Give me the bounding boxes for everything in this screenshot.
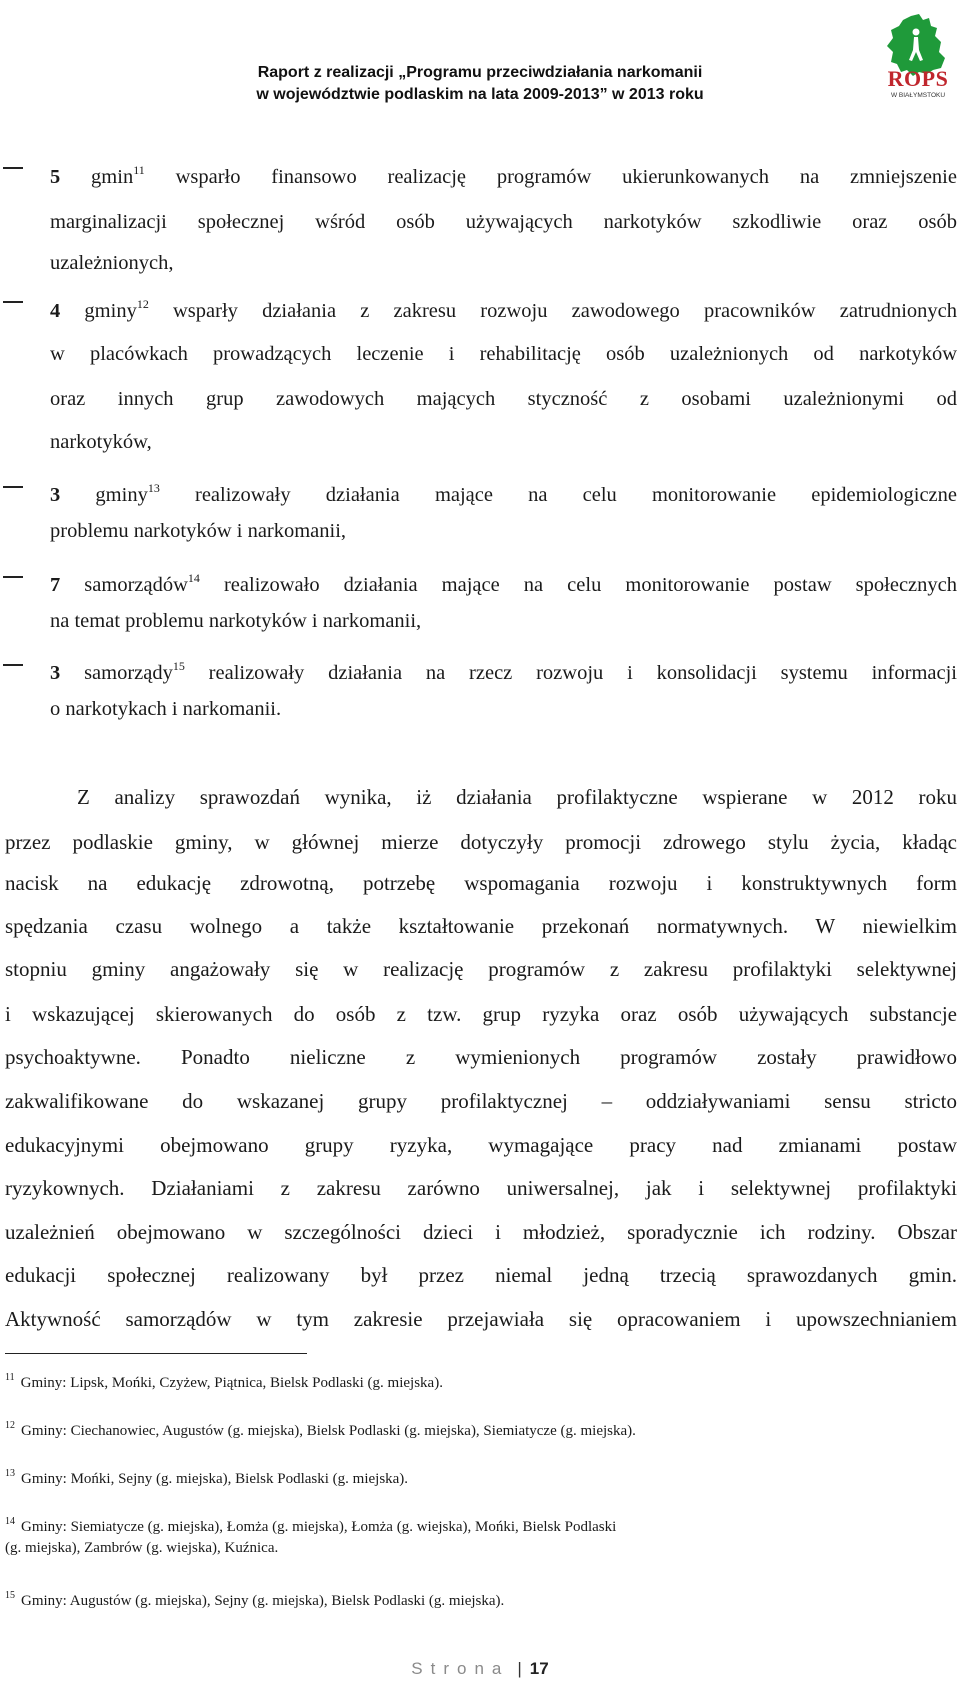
list-item-line: uzależnionych, [50,252,174,274]
paragraph-line: uzależnień obejmowano w szczególności dzieci i młodzież, sporadycznie ich rodziny. Obszar [5,1220,957,1244]
bullet-text: wsparło finansowo realizację programów ukierunkowanych na zmniejszenie [144,166,957,188]
list-item-line: oraz innych grup zawodowych mających styczność z osobami uzależnionymi od [50,388,957,410]
dash-bullet [3,486,23,488]
bullet-text: realizowały działania mające na celu monitorowanie epidemiologiczne [159,484,957,506]
footnote-ref: 12 [136,297,149,311]
footnote-separator [5,1353,307,1354]
footnote-number: 12 [5,1420,15,1431]
paragraph-line: przez podlaskie gminy, w głównej mierze dotyczyły promocji zdrowego stylu życia, kładąc [5,830,957,854]
paragraph-line: psychoaktywne. Ponadto nieliczne z wymienionych programów zostały prawidłowo [5,1045,957,1069]
page-footer [0,1659,960,1679]
footnote [5,1464,408,1489]
footnote-ref: 15 [172,659,185,673]
footnote-number: 14 [5,1516,15,1527]
bullet-subject: gminy [60,300,137,322]
bullet-subject: gmin [60,166,134,188]
list-item-line: problemu narkotyków i narkomanii, [50,520,347,542]
bullet-count: 5 [50,166,61,188]
list-item-line [50,476,957,507]
bullet-text: realizowały działania na rzecz rozwoju i konsolidacji systemu informacji [184,662,957,684]
footnote-ref: 14 [187,571,200,585]
logo-text: ROPS [887,66,949,91]
footnote-ref: 13 [147,481,160,495]
header-title-line-2: w województwie podlaskim na lata 2009-2013” w 2013 roku [256,86,704,103]
footnote-ref: 11 [133,163,145,177]
page-header [0,0,960,120]
paragraph-line: ryzykownych. Działaniami z zakresu zarówno uniwersalnej, jak i selektywnej profilaktyki [5,1176,957,1200]
paragraph-line: i wskazującej skierowanych do osób z tzw. grup ryzyka oraz osób używających substancje [5,1002,957,1026]
footnote [5,1416,636,1441]
bullet-count: 4 [50,300,61,322]
footnote [5,1586,504,1611]
footnote [5,1368,443,1393]
dash-bullet [3,167,23,169]
bullet-text: realizowało działania mające na celu monitorowanie postaw społecznych [199,574,957,596]
list-item-line: w placówkach prowadzących leczenie i rehabilitację osób uzależnionych od narkotyków [50,343,957,365]
bullet-subject: samorządy [60,662,173,684]
footnote-text: Gminy: Lipsk, Mońki, Czyżew, Piątnica, Bielsk Podlaski (g. miejska). [20,1375,443,1391]
paragraph-line: Aktywność samorządów w tym zakresie przejawiała się opracowaniem i upowszechnianiem [5,1307,957,1331]
bullet-count: 7 [50,574,61,596]
footnote-text: Gminy: Ciechanowiec, Augustów (g. miejska), Bielsk Podlaski (g. miejska), Siemiatycze (g. miejska). [21,1423,636,1439]
list-item-line: na temat problemu narkotyków i narkomanii, [50,610,422,632]
footnote-number: 11 [5,1372,15,1383]
bullet-subject: samorządów [60,574,188,596]
page-separator: | [517,1659,522,1678]
paragraph-line: spędzania czasu wolnego a także kształtowanie przekonań normatywnych. W niewielkim [5,914,957,938]
paragraph-line: stopniu gminy angażowały się w realizację programów z zakresu profilaktyki selektywnej [5,957,957,981]
bullet-count: 3 [50,662,61,684]
list-item-line [50,654,957,685]
dash-bullet [3,576,23,578]
list-item-line [50,158,957,189]
logo-subtext: W BIAŁYMSTOKU [890,92,946,99]
footnote [5,1512,616,1537]
paragraph-line: edukacyjnymi obejmowano grupy ryzyka, wymagające pracy nad zmianami postaw [5,1133,957,1157]
paragraph-line: zakwalifikowane do wskazanej grupy profilaktycznej – oddziaływaniami sensu stricto [5,1089,957,1113]
paragraph-line: nacisk na edukację zdrowotną, potrzebę wspomagania rozwoju i konstruktywnych form [5,871,957,895]
dash-bullet [3,664,23,666]
bullet-subject: gminy [60,484,148,506]
header-title-line-1: Raport z realizacji „Programu przeciwdziałania narkomanii [257,64,703,81]
bullet-text: wsparły działania z zakresu rozwoju zawodowego pracowników zatrudnionych [148,300,957,322]
footnote-text: Gminy: Augustów (g. miejska), Sejny (g. miejska), Bielsk Podlaski (g. miejska). [21,1593,505,1609]
page-label: Strona [411,1659,510,1678]
page-number: 17 [529,1659,549,1678]
footnote-number: 13 [5,1468,15,1479]
paragraph-line: Z analizy sprawozdań wynika, iż działania profilaktyczne wspierane w 2012 roku [77,785,957,809]
footnote-text: Gminy: Siemiatycze (g. miejska), Łomża (g. miejska), Łomża (g. wiejska), Mońki, Bielsk Podlaski [21,1519,617,1535]
dash-bullet [3,301,23,303]
bullet-count: 3 [50,484,61,506]
footnote-text: Gminy: Mońki, Sejny (g. miejska), Bielsk Podlaski (g. miejska). [21,1471,409,1487]
list-item-line: marginalizacji społecznej wśród osób używających narkotyków szkodliwie oraz osób [50,211,957,233]
footnote-continuation: (g. miejska), Zambrów (g. wiejska), Kuźnica. [5,1540,279,1556]
list-item-line: o narkotykach i narkomanii. [50,698,282,720]
footnote-number: 15 [5,1590,15,1601]
list-item-line: narkotyków, [50,431,152,453]
paragraph-line: edukacji społecznej realizowany był przez niemal jedną trzecią sprawozdanych gmin. [5,1263,957,1287]
list-item-line [50,292,957,323]
list-item-line [50,566,957,597]
